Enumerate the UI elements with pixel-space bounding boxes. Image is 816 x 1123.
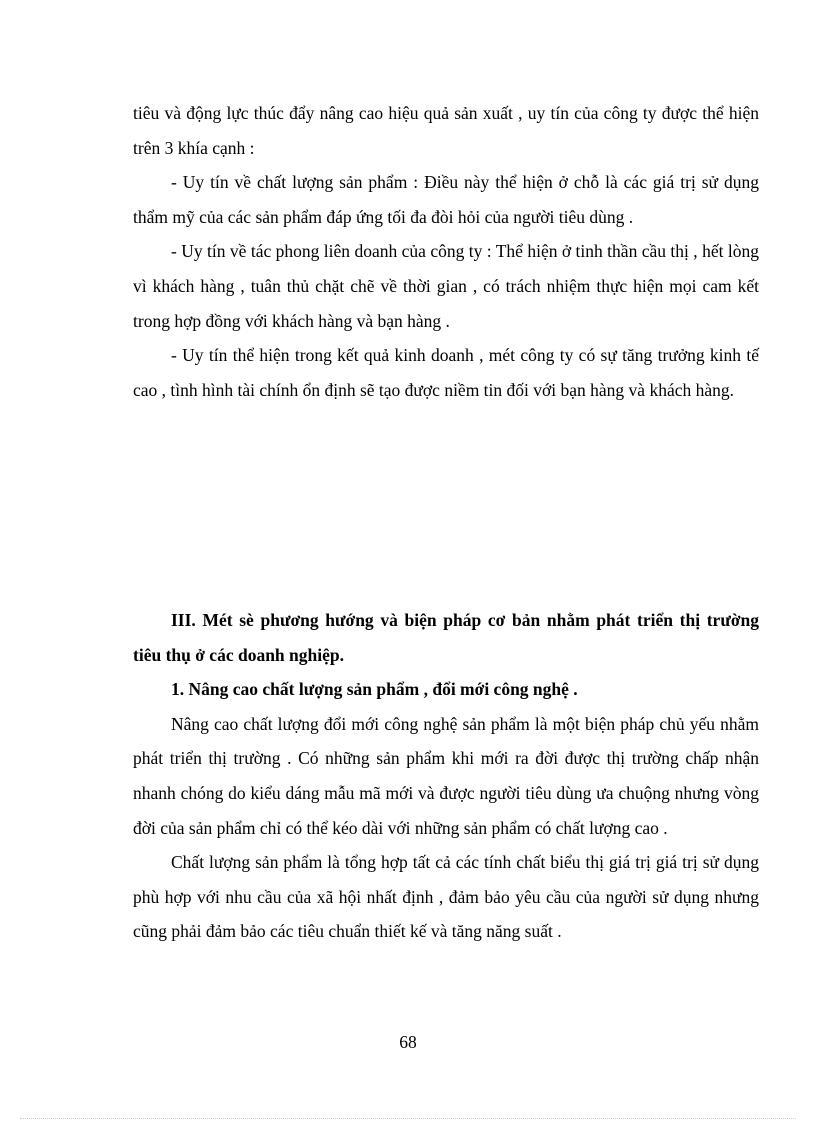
section-heading: III. Mét sè phương hướng và biện pháp cơ bản nhằm phát triển thị trường tiêu thụ ở các doanh nghiệp. xyxy=(133,610,759,665)
paragraph-business-style: - Uy tín về tác phong liên doanh của công ty : Thể hiện ở tinh thần cầu thị , hết lòng vì khách hàng , tuân thủ chặt chẽ về thời gian , có trách nhiệm thực hiện mọi cam kết trong hợp đồng với khách hàng và bạn hàng . xyxy=(133,241,759,331)
subsection-heading: 1. Nâng cao chất lượng sản phẩm , đổi mới công nghệ . xyxy=(171,679,578,700)
body-text-bottom xyxy=(133,603,759,949)
footer-divider xyxy=(20,1118,796,1119)
paragraph-business-results: - Uy tín thể hiện trong kết quả kinh doanh , mét công ty có sự tăng trưởng kinh tế cao , tình hình tài chính ổn định sẽ tạo được niềm tin đối với bạn hàng và khách hàng. xyxy=(133,345,759,400)
paragraph-technology: Nâng cao chất lượng đổi mới công nghệ sản phẩm là một biện pháp chủ yếu nhằm phát triển thị trường . Có những sản phẩm khi mới ra đời được thị trường chấp nhận nhanh chóng do kiểu dáng mẫu mã mới và được người tiêu dùng ưa chuộng nhưng vòng đời của sản phẩm chỉ có thể kéo dài với những sản phẩm có chất lượng cao . xyxy=(133,713,759,838)
paragraph-quality-definition: Chất lượng sản phẩm là tổng hợp tất cả các tính chất biểu thị giá trị giá trị sử dụng phù hợp với nhu cầu của xã hội nhất định , đảm bảo yêu cầu của người sử dụng nhưng cũng phải đảm bảo các tiêu chuẩn thiết kế và tăng năng suất . xyxy=(133,852,759,942)
body-text-top xyxy=(133,96,759,407)
page-number: 68 xyxy=(399,1032,417,1052)
paragraph-continuation: tiêu và động lực thúc đẩy nâng cao hiệu quả sản xuất , uy tín của công ty được thể hiện trên 3 khía cạnh : xyxy=(133,103,759,158)
paragraph-product-quality: - Uy tín về chất lượng sản phẩm : Điều này thể hiện ở chỗ là các giá trị sử dụng thẩm mỹ của các sản phẩm đáp ứng tối đa đòi hỏi của người tiêu dùng . xyxy=(133,172,759,227)
